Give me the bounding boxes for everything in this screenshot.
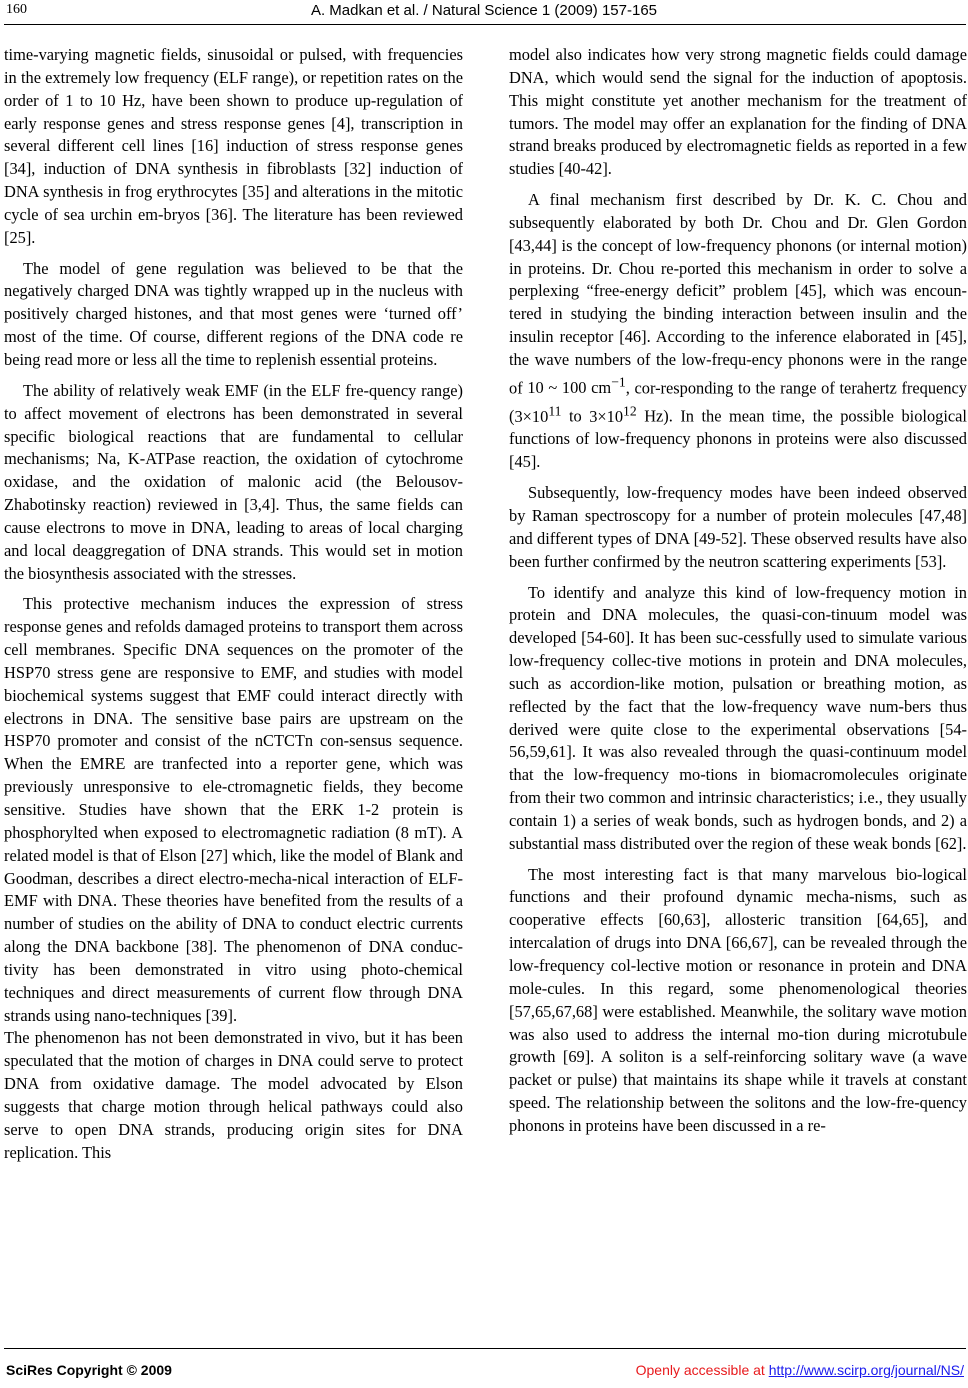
paragraph: time-varying magnetic fields, sinusoidal or pulsed, with frequencies in the extremely low frequency (ELF range), or repetition rates on the order of 1 to 10 Hz, have been shown to produce up-regulation of early response genes and stress response genes [4], transcription in several different cell lines [16] induction of stress response genes [34], induction of DNA synthesis in fibroblasts [32] induction of DNA synthesis in frog erythrocytes [35] and alterations in the mitotic cycle of sea urchin em-bryos [36]. The literature has been reviewed [25].: [4, 45, 463, 247]
journal-link[interactable]: http://www.scirp.org/journal/NS/: [768, 1362, 964, 1378]
paragraph: model also indicates how very strong magnetic fields could damage DNA, which would send the signal for the induction of apoptosis. This might constitute yet another mechanism for the treatment of tumors. The model may offer an explanation for the finding of DNA strand breaks produced by electromagnetic fields as reported in a few studies [40-42].: [509, 45, 967, 179]
open-access-notice: Openly accessible at http://www.scirp.org/journal/NS/: [635, 1362, 964, 1378]
footer-divider: [4, 1348, 966, 1349]
math-frequency-high: $3\times 10^{12}$: [589, 403, 637, 426]
paragraph: The phenomenon has not been demonstrated in vivo, but it has been speculated that the motion of charges in DNA could serve to protect DNA from oxidative damage. The model advocated by Elson suggests that charge motion through helical pathways could also serve to open DNA strands, producing origin sites for DNA replication. This: [4, 1028, 463, 1162]
paragraph: The model of gene regulation was believed to be that the negatively charged DNA was tightly wrapped up in the nucleus with positively charged histones, and that most genes were ‘turned off’ most of the time. Of course, different regions of the DNA code re being read more or less all the time to replenish essential proteins.: [4, 258, 463, 369]
paragraph: A final mechanism first described by Dr. K. C. Chou and subsequently elaborated by both Dr. Chou and Dr. Glen Gordon [43,44] is the concept of low-frequency phonons (or internal motion) in proteins. Dr. Chou re-ported this mechanism in order to solve a perplexing “free-energy deficit” problem [45], which was encoun-tered in studying the binding interaction between insulin and the insulin receptor [46]. According to the inference elaborated in [45], the wave numbers of the low-frequ-ency phonons were in the range of 10 ~ 100 $cm^{-1}$, cor-responding to the range of terahertz frequency ($3\times 10^{11}$ to $3\times 10^{12}$ Hz). In the mean time, the possible biological functions of low-frequency phonons in proteins were also discussed [45].: [509, 190, 967, 472]
header-divider: [4, 24, 966, 25]
journal-citation: A. Madkan et al. / Natural Science 1 (2009) 157-165: [310, 2, 658, 19]
paragraph: Subsequently, low-frequency modes have been indeed observed by Raman spectroscopy for a number of protein molecules [47,48] and different types of DNA [49-52]. These observed results have also been further confirmed by the neutron scattering experiments [53].: [509, 483, 967, 571]
page-number: 160: [6, 2, 27, 17]
math-wavenumber: 10 ~ 100 $cm^{-1}$: [527, 374, 626, 398]
left-column: [4, 44, 463, 1165]
paragraph: This protective mechanism induces the expression of stress response genes and refolds damaged proteins to transport them across cell membranes. Specific DNA sequences on the promoter of the HSP70 stress gene are responsive to EMF, and studies with model biochemical systems suggest that EMF could interact directly with electrons in DNA. The sensitive base pairs are upstream on the HSP70 promoter and consist of the nCTCTn con-sensus sequence. When the EMRE are tranfected into a reporter gene, which was previously unresponsive to ele-ctromagnetic fields, they become sensitive. Studies have shown that the ERK 1-2 protein is phosphorylted when exposed to electromagnetic radiation (8 mT). A related model is that of Elson [27] which, like the model of Blank and Goodman, describes a direct electro-mecha-nical interaction of ELF-EMF with DNA. These theories have benefited from the results of a number of studies on the ability of DNA to conduct electric currents along the DNA backbone [38]. The phenomenon of DNA conduc-tivity has been demonstrated in vitro using photo-chemical techniques and direct measurements of current flow through DNA strands using nano-techniques [39].: [4, 594, 463, 1025]
paragraph: The ability of relatively weak EMF (in the ELF fre-quency range) to affect movement of electrons has been demonstrated in several specific biological reactions that are fundamental to cellular mechanisms; Na, K-ATPase reaction, the oxidation of cytochrome oxidase, and the oxidation of malonic acid (the Belousov-Zhabotinsky reaction) reviewed in [3,4]. Thus, the same fields can cause electrons to move in DNA, leading to areas of local charging and local deaggregation of DNA strands. This would set in motion the biosynthesis associated with the stresses.: [4, 380, 463, 583]
math-frequency-low: $3\times 10^{11}$: [514, 403, 562, 426]
page-header: [0, 0, 968, 24]
paragraph: The most interesting fact is that many marvelous bio-logical functions and their profound dynamic mecha-nisms, such as cooperative effects [60,63], allosteric transition [64,65], and intercalation of drugs into DNA [66,67], can be revealed through the low-frequency col-lective motion or resonance in protein and DNA mole-cules. In this regard, some phenomenological theories [57,65,67,68] were established. Meanwhile, the solitary wave motion was also used to address the internal mo-tion during microtubule growth [69]. A soliton is a self-reinforcing solitary wave (a wave packet or pulse) that maintains its shape while it travels at constant speed. The relationship between the solitons and the low-fre-quency phonons in proteins have been discussed in a re-: [509, 864, 967, 1135]
paragraph: To identify and analyze this kind of low-frequency motion in protein and DNA molecules, the quasi-con-tinuum model was developed [54-60]. It has been suc-cessfully used to simulate various low-frequency collec-tive motions in protein and DNA molecules, such as accordion-like motion, pulsation or breathing motion, as reflected by the fact that the low-frequency wave num-bers thus derived were quite close to the experimental observations [54-56,59,61]. It was also revealed through the quasi-continuum model that the low-frequency mo-tions in biomacromolecules originate from their two common and intrinsic characteristics; i.e., they usually contain 1) a series of weak bonds, such as hydrogen bonds, and 2) a substantial mass distributed over the region of these weak bonds [62].: [509, 582, 967, 853]
copyright-notice: SciRes Copyright © 2009: [6, 1362, 172, 1378]
page-footer: [0, 1348, 968, 1388]
right-column: [509, 44, 967, 1138]
